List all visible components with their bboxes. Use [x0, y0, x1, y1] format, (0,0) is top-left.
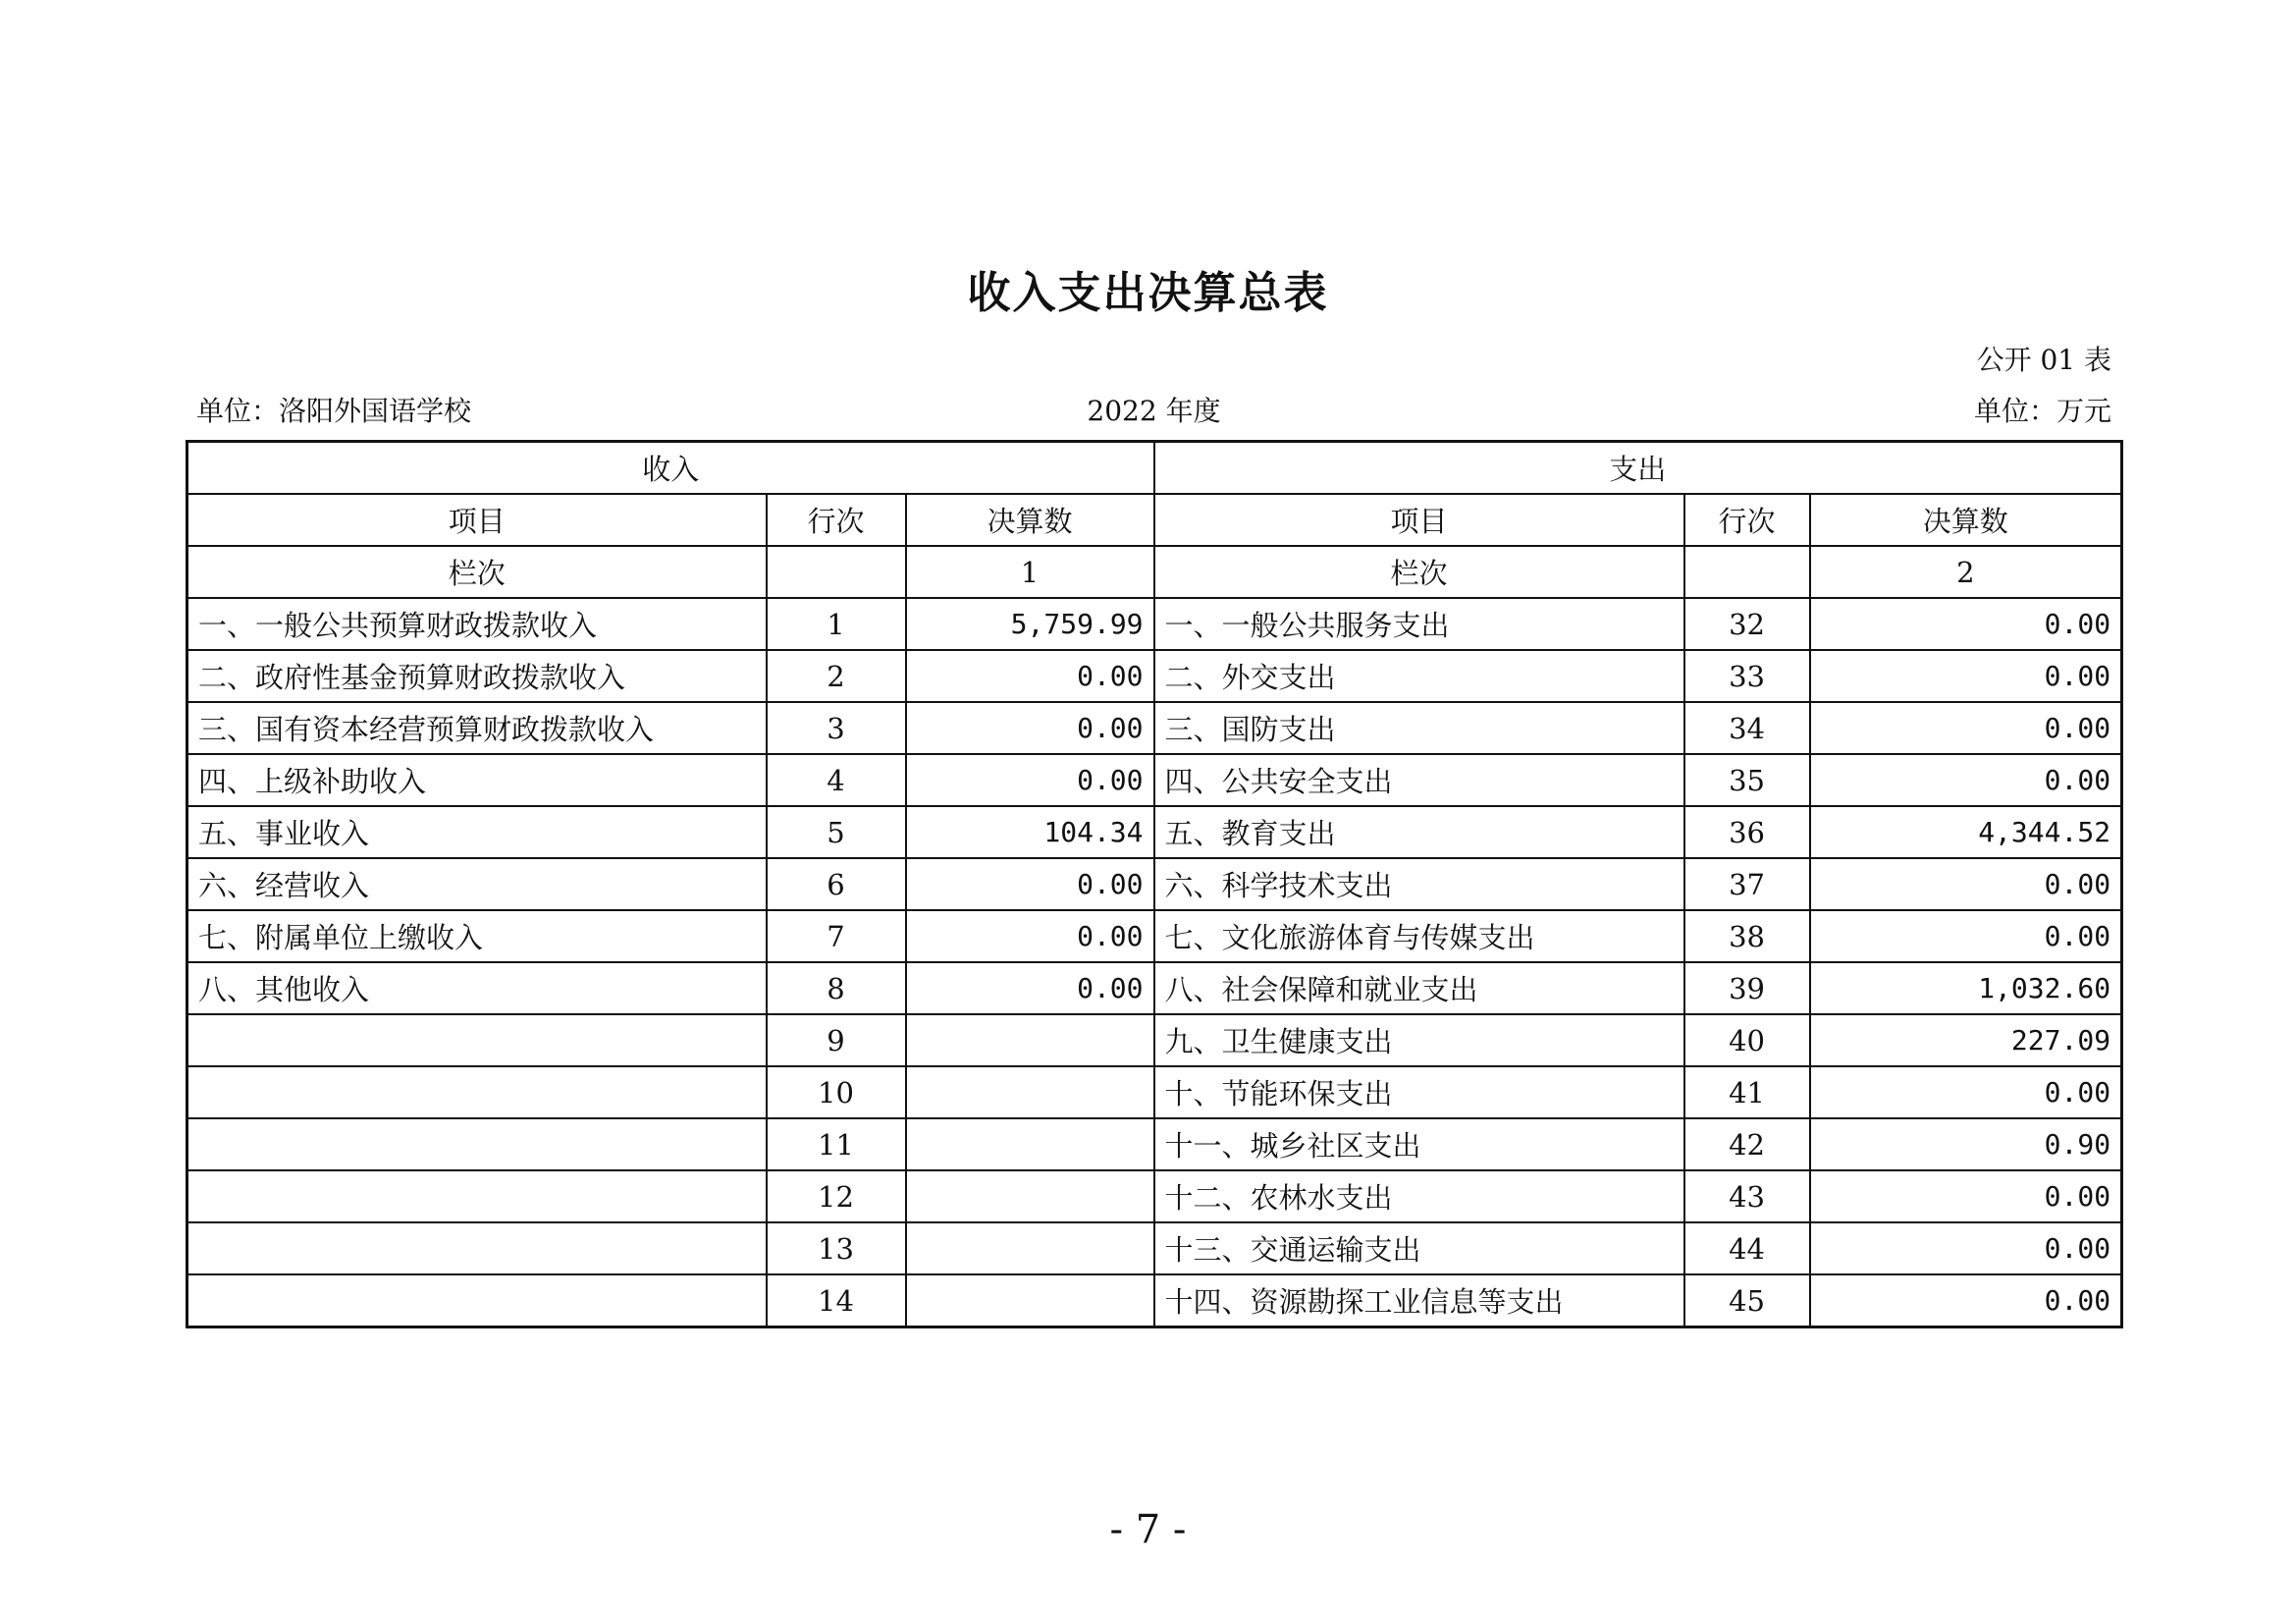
- income-col-item: 项目: [187, 494, 767, 546]
- income-row-number: 6: [767, 858, 906, 910]
- expense-item: 七、文化旅游体育与传媒支出: [1154, 910, 1684, 962]
- table-row: [187, 962, 2122, 1014]
- expense-item: 二、外交支出: [1154, 650, 1684, 702]
- expense-amount: 0.00: [1810, 1066, 2122, 1118]
- expense-item: 八、社会保障和就业支出: [1154, 962, 1684, 1014]
- income-item: [187, 1118, 767, 1170]
- currency-unit: 单位：万元: [1973, 395, 2111, 427]
- income-item: 六、经营收入: [187, 858, 767, 910]
- table-row: [187, 650, 2122, 702]
- income-row-number: 5: [767, 806, 906, 858]
- expense-index-empty: [1684, 546, 1810, 598]
- expense-row-number: 33: [1684, 650, 1810, 702]
- table-row: [187, 754, 2122, 806]
- expense-item: 六、科学技术支出: [1154, 858, 1684, 910]
- table-row: [187, 910, 2122, 962]
- table-row: [187, 1170, 2122, 1222]
- income-amount: 104.34: [906, 806, 1154, 858]
- income-item: [187, 1170, 767, 1222]
- expense-amount: 0.00: [1810, 858, 2122, 910]
- income-item: 八、其他收入: [187, 962, 767, 1014]
- expense-col-item: 项目: [1154, 494, 1684, 546]
- table-row: [187, 598, 2122, 650]
- unit-name: 单位：洛阳外国语学校: [196, 395, 472, 427]
- column-header-row: [187, 494, 2122, 546]
- form-code: 公开 01 表: [1976, 344, 2111, 376]
- income-col-amount: 决算数: [906, 494, 1154, 546]
- income-expense-table: [186, 440, 2123, 1328]
- expense-amount: 4,344.52: [1810, 806, 2122, 858]
- expense-col-amount: 决算数: [1810, 494, 2122, 546]
- income-amount: 5,759.99: [906, 598, 1154, 650]
- income-row-number: 11: [767, 1118, 906, 1170]
- income-item: 七、附属单位上缴收入: [187, 910, 767, 962]
- table-row: [187, 806, 2122, 858]
- expense-item: 四、公共安全支出: [1154, 754, 1684, 806]
- expense-amount: 0.00: [1810, 910, 2122, 962]
- expense-row-number: 45: [1684, 1274, 1810, 1327]
- income-row-number: 1: [767, 598, 906, 650]
- income-row-number: 2: [767, 650, 906, 702]
- expense-row-number: 32: [1684, 598, 1810, 650]
- expense-header: 支出: [1154, 442, 2122, 495]
- expense-row-number: 43: [1684, 1170, 1810, 1222]
- expense-amount: 0.00: [1810, 754, 2122, 806]
- expense-item: 十一、城乡社区支出: [1154, 1118, 1684, 1170]
- income-row-number: 7: [767, 910, 906, 962]
- expense-amount: 227.09: [1810, 1014, 2122, 1066]
- income-amount: [906, 1170, 1154, 1222]
- income-amount: 0.00: [906, 650, 1154, 702]
- income-item: [187, 1274, 767, 1327]
- expense-item: 一、一般公共服务支出: [1154, 598, 1684, 650]
- income-amount: [906, 1118, 1154, 1170]
- income-item: 五、事业收入: [187, 806, 767, 858]
- expense-amount: 0.00: [1810, 702, 2122, 754]
- expense-index-label: 栏次: [1154, 546, 1684, 598]
- expense-row-number: 39: [1684, 962, 1810, 1014]
- expense-item: 十四、资源勘探工业信息等支出: [1154, 1274, 1684, 1327]
- expense-item: 九、卫生健康支出: [1154, 1014, 1684, 1066]
- expense-amount: 0.00: [1810, 1170, 2122, 1222]
- table-row: [187, 1222, 2122, 1274]
- column-index-row: [187, 546, 2122, 598]
- income-amount: 0.00: [906, 910, 1154, 962]
- income-amount: [906, 1014, 1154, 1066]
- page-title: 收入支出决算总表: [967, 268, 1329, 318]
- income-row-number: 8: [767, 962, 906, 1014]
- income-row-number: 12: [767, 1170, 906, 1222]
- table-row: [187, 1066, 2122, 1118]
- expense-amount: 1,032.60: [1810, 962, 2122, 1014]
- expense-item: 十二、农林水支出: [1154, 1170, 1684, 1222]
- meta-row: [196, 390, 2111, 425]
- income-header: 收入: [187, 442, 1154, 495]
- expense-row-number: 44: [1684, 1222, 1810, 1274]
- income-row-number: 14: [767, 1274, 906, 1327]
- income-index-label: 栏次: [187, 546, 767, 598]
- expense-item: 五、教育支出: [1154, 806, 1684, 858]
- page-number: - 7 -: [1109, 1507, 1187, 1552]
- income-amount: 0.00: [906, 754, 1154, 806]
- expense-col-index: 2: [1810, 546, 2122, 598]
- income-item: [187, 1014, 767, 1066]
- expense-row-number: 36: [1684, 806, 1810, 858]
- income-item: 二、政府性基金预算财政拨款收入: [187, 650, 767, 702]
- expense-amount: 0.00: [1810, 598, 2122, 650]
- expense-row-number: 40: [1684, 1014, 1810, 1066]
- table-row: [187, 1014, 2122, 1066]
- income-amount: [906, 1066, 1154, 1118]
- expense-row-number: 42: [1684, 1118, 1810, 1170]
- income-item: 四、上级补助收入: [187, 754, 767, 806]
- income-item: [187, 1066, 767, 1118]
- income-row-number: 13: [767, 1222, 906, 1274]
- expense-amount: 0.00: [1810, 1274, 2122, 1327]
- income-item: 三、国有资本经营预算财政拨款收入: [187, 702, 767, 754]
- expense-row-number: 34: [1684, 702, 1810, 754]
- income-amount: 0.00: [906, 858, 1154, 910]
- expense-col-row: 行次: [1684, 494, 1810, 546]
- income-row-number: 4: [767, 754, 906, 806]
- expense-row-number: 38: [1684, 910, 1810, 962]
- income-index-empty: [767, 546, 906, 598]
- table-row: [187, 1118, 2122, 1170]
- expense-item: 十三、交通运输支出: [1154, 1222, 1684, 1274]
- income-col-row: 行次: [767, 494, 906, 546]
- income-row-number: 3: [767, 702, 906, 754]
- income-amount: 0.00: [906, 962, 1154, 1014]
- income-item: [187, 1222, 767, 1274]
- table-row: [187, 858, 2122, 910]
- table-row: [187, 702, 2122, 754]
- table-row: [187, 1274, 2122, 1327]
- expense-item: 十、节能环保支出: [1154, 1066, 1684, 1118]
- income-row-number: 9: [767, 1014, 906, 1066]
- expense-amount: 0.00: [1810, 1222, 2122, 1274]
- expense-amount: 0.00: [1810, 650, 2122, 702]
- income-item: 一、一般公共预算财政拨款收入: [187, 598, 767, 650]
- income-col-index: 1: [906, 546, 1154, 598]
- section-header-row: [187, 442, 2122, 495]
- expense-row-number: 35: [1684, 754, 1810, 806]
- fiscal-year: 2022 年度: [1087, 395, 1221, 427]
- expense-item: 三、国防支出: [1154, 702, 1684, 754]
- income-row-number: 10: [767, 1066, 906, 1118]
- expense-row-number: 41: [1684, 1066, 1810, 1118]
- income-amount: [906, 1222, 1154, 1274]
- income-amount: [906, 1274, 1154, 1327]
- expense-row-number: 37: [1684, 858, 1810, 910]
- expense-amount: 0.90: [1810, 1118, 2122, 1170]
- income-amount: 0.00: [906, 702, 1154, 754]
